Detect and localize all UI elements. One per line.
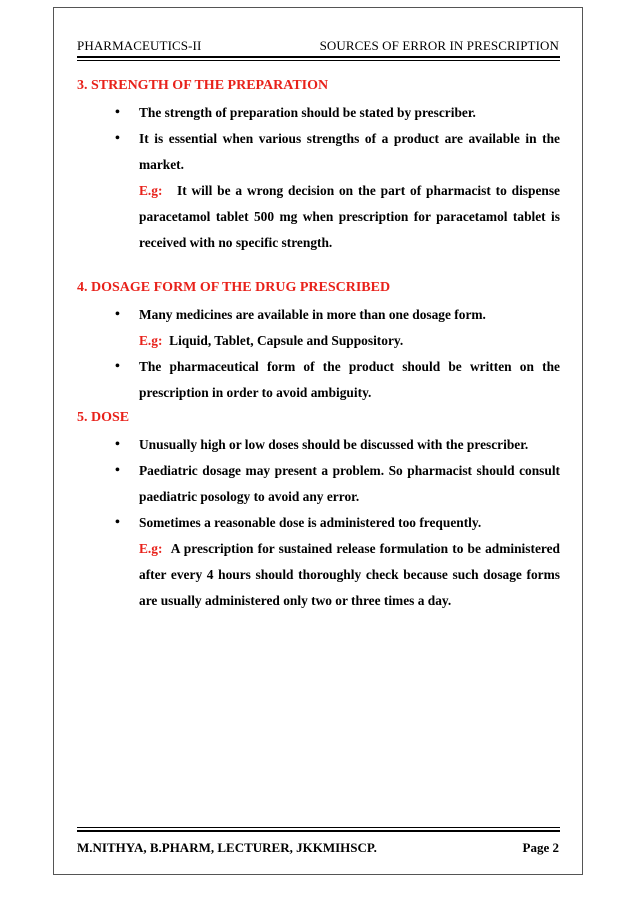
section-list-strength: [77, 100, 560, 178]
example-text: A prescription for sustained release formulation to be administered after every 4 hours should thoroughly check because such dosage forms are usually administered only two or three times a day.: [139, 541, 560, 608]
section-title-dose: 5. DOSE: [77, 410, 130, 425]
footer-author: M.NITHYA, B.PHARM, LECTURER, JKKMIHSCP.: [77, 840, 377, 855]
section-list-dosage-form-2: [77, 354, 560, 406]
header-rule: [77, 56, 560, 58]
section-title-dosage-form: 4. DOSAGE FORM OF THE DRUG PRESCRIBED: [77, 280, 391, 295]
list-item: • The strength of preparation should be stated by prescriber.: [77, 100, 560, 126]
example-dosage-form: [77, 328, 560, 354]
header-rule-thin: [77, 60, 560, 61]
list-item: • It is essential when various strengths of a product are available in the market.: [77, 126, 560, 178]
example-text: Liquid, Tablet, Capsule and Suppository.: [169, 333, 404, 348]
example-label: E.g:: [139, 333, 163, 348]
page-header: [77, 38, 559, 54]
section-list-dose: [77, 432, 560, 536]
footer-rule-thin: [77, 827, 560, 828]
example-strength: [77, 178, 560, 256]
page-number: Page 2: [522, 840, 559, 855]
example-text: It will be a wrong decision on the part of pharmacist to dispense paracetamol tablet 500 mg when prescription for paracetamol tablet is received with no specific strength.: [139, 183, 560, 250]
list-item: • Paediatric dosage may present a problem. So pharmacist should consult paediatric posology to avoid any error.: [77, 458, 560, 510]
page-footer: [77, 840, 559, 856]
list-item: • Many medicines are available in more than one dosage form.: [77, 302, 560, 328]
section-title-strength: 3. STRENGTH OF THE PREPARATION: [77, 78, 329, 93]
header-topic: SOURCES OF ERROR IN PRESCRIPTION: [319, 38, 559, 53]
example-label: E.g:: [139, 183, 163, 198]
example-dose: [77, 536, 560, 614]
header-course: PHARMACEUTICS-II: [77, 38, 202, 53]
list-item: • Unusually high or low doses should be discussed with the prescriber.: [77, 432, 560, 458]
example-label: E.g:: [139, 541, 163, 556]
section-list-dosage-form: [77, 302, 560, 328]
footer-rule: [77, 830, 560, 832]
list-item: • Sometimes a reasonable dose is administered too frequently.: [77, 510, 560, 536]
page-content: [77, 76, 560, 614]
list-item: • The pharmaceutical form of the product should be written on the prescription in order to avoid ambiguity.: [77, 354, 560, 406]
